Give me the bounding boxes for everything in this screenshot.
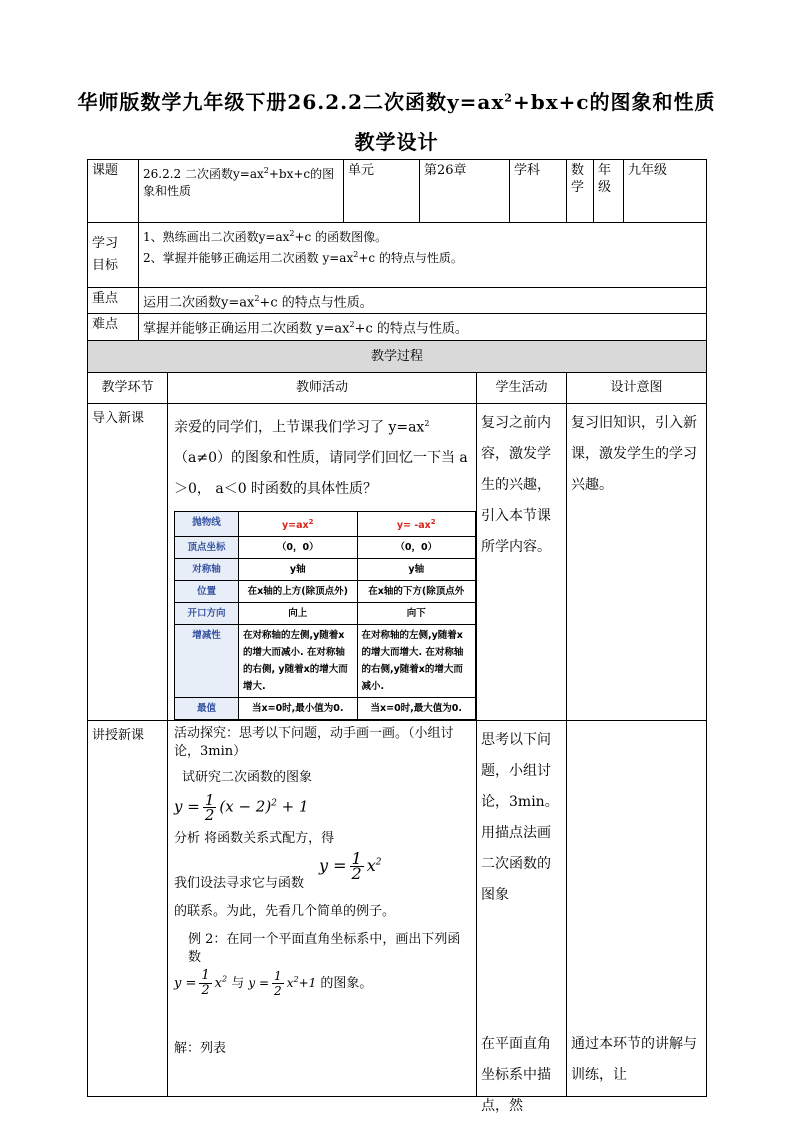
intro-teacher xyxy=(168,403,477,721)
intro-stage: 导入新课 xyxy=(88,403,168,721)
property-table xyxy=(174,511,476,720)
subject-value: 数学 xyxy=(567,160,594,223)
property-cell: y轴 xyxy=(239,559,358,581)
topic-value: 26.2.2 二次函数$y=ax^2+bx+c$的图象和性质 xyxy=(139,160,344,223)
example-mid: 与 xyxy=(231,976,245,992)
document-title: 华师版数学九年级下册26.2.2二次函数$y=ax^2+bx+c$的图象和性质 xyxy=(77,90,716,114)
intro-teacher-text: 亲爱的同学们，上节课我们学习了 $y=ax^2(a\ne 0)$的图象和性质，请同学们回忆一下当 a＞0， a＜0 时函数的具体性质？ xyxy=(174,418,468,498)
lecture-teacher xyxy=(168,721,477,1097)
col-teacher: 教师活动 xyxy=(168,372,477,403)
property-cell: 在x轴的下方(除顶点外 xyxy=(357,581,476,603)
lecture-analysis: 分析 将函数关系式配方，得 xyxy=(174,831,335,847)
property-cell: （0，0） xyxy=(239,537,358,559)
example-end: 的图象。 xyxy=(320,976,373,992)
key-point-label: 重点 xyxy=(88,288,139,314)
property-cell: 当x=0时,最小值为0. xyxy=(239,698,358,720)
property-col2: $y= -ax^2$ xyxy=(357,512,476,537)
intro-student: 复习之前内容，激发学生的兴趣，引入本节课所学内容。 xyxy=(477,403,567,721)
col-stage: 教学环节 xyxy=(88,372,168,403)
key-point-row xyxy=(88,288,707,314)
property-row-label: 开口方向 xyxy=(175,603,239,625)
lecture-example: 例 2：在同一个平面直角坐标系中，画出下列函数 xyxy=(188,932,461,966)
topic-label: 课题 xyxy=(88,160,139,223)
col-student: 学生活动 xyxy=(477,372,567,403)
property-row-label: 位置 xyxy=(175,581,239,603)
grade-value: 九年级 xyxy=(624,160,707,223)
lecture-row xyxy=(88,721,707,1097)
property-col0: 抛物线 xyxy=(175,512,239,537)
property-cell: 向下 xyxy=(357,603,476,625)
goals-label: 学习 目标 xyxy=(88,223,139,288)
difficulty-text: 掌握并能够正确运用二次函数 $y=ax^2+c$ 的特点与性质。 xyxy=(139,314,707,340)
unit-value: 第26章 xyxy=(420,160,510,223)
example-function-2: y = $\frac{1}{2}$ $x^2+1$ xyxy=(248,969,317,999)
property-cell: y轴 xyxy=(357,559,476,581)
goals-content xyxy=(139,223,707,288)
equation-2: y = $\frac{1}{2}$ $x^2$ xyxy=(319,849,382,884)
goals-row xyxy=(88,223,707,288)
column-header-row xyxy=(88,372,707,403)
lecture-student-2: 在平面直角坐标系中描点，然 xyxy=(481,1036,552,1115)
intro-row xyxy=(88,403,707,721)
lecture-student-1: 思考以下问题，小组讨论，3min。用描点法画二次函数的图象 xyxy=(481,732,559,904)
lecture-relation-a: 我们设法寻求它与函数 xyxy=(174,876,305,892)
process-header: 教学过程 xyxy=(88,340,707,372)
process-header-row xyxy=(88,340,707,372)
key-point-text: 运用二次函数$y=ax^2+c$ 的特点与性质。 xyxy=(139,288,707,314)
col-intent: 设计意图 xyxy=(567,372,707,403)
property-row-label: 增减性 xyxy=(175,625,239,698)
property-row-label: 对称轴 xyxy=(175,559,239,581)
lecture-solution: 解：列表 xyxy=(174,1041,227,1057)
lecture-intent xyxy=(567,721,707,1097)
grade-label: 年级 xyxy=(594,160,624,223)
difficulty-label: 难点 xyxy=(88,314,139,340)
property-col1: $y=ax^2$ xyxy=(239,512,358,537)
property-cell: 在对称轴的左侧,y随着x的增大而增大. 在对称轴的右侧,y随着x的增大而减小. xyxy=(357,625,476,698)
lecture-activity: 活动探究：思考以下问题，动手画一画。（小组讨论，3min） xyxy=(174,726,454,760)
goal-item-2: 2、掌握并能够正确运用二次函数 $y=ax^2+c$ 的特点与性质。 xyxy=(143,250,463,265)
property-cell: 当x=0时,最大值为0. xyxy=(357,698,476,720)
property-cell: （0，0） xyxy=(357,537,476,559)
unit-label: 单元 xyxy=(344,160,420,223)
intro-intent: 复习旧知识，引入新课，激发学生的学习兴趣。 xyxy=(567,403,707,721)
property-row-label: 顶点坐标 xyxy=(175,537,239,559)
lecture-student xyxy=(477,721,567,1115)
subject-label: 学科 xyxy=(510,160,567,223)
lecture-study: 试研究二次函数的图象 xyxy=(182,770,313,786)
info-row xyxy=(88,160,707,223)
difficulty-row xyxy=(88,314,707,340)
example-functions xyxy=(174,969,472,998)
example-function-1: y = $\frac{1}{2}$ $x^2$ xyxy=(174,968,228,999)
lecture-stage: 讲授新课 xyxy=(88,721,168,1097)
equation-1: y = $\frac{1}{2}$ $(x - 2)^2 + 1$ xyxy=(174,791,309,825)
property-cell: 在对称轴的左侧,y随着x的增大而减小. 在对称轴的右侧, y随着x的增大而增大. xyxy=(239,625,358,698)
lecture-intent-text: 通过本环节的讲解与训练，让 xyxy=(571,1036,698,1084)
goal-item-1: 1、熟练画出二次函数$y=ax^2+c$ 的函数图像。 xyxy=(143,229,388,244)
property-cell: 向上 xyxy=(239,603,358,625)
lesson-plan-table xyxy=(87,159,707,1115)
property-row-label: 最值 xyxy=(175,698,239,720)
lecture-relation-b: 的联系。为此，先看几个简单的例子。 xyxy=(174,904,396,920)
property-cell: 在x轴的上方(除顶点外) xyxy=(239,581,358,603)
document-subtitle: 教学设计 xyxy=(354,130,439,154)
